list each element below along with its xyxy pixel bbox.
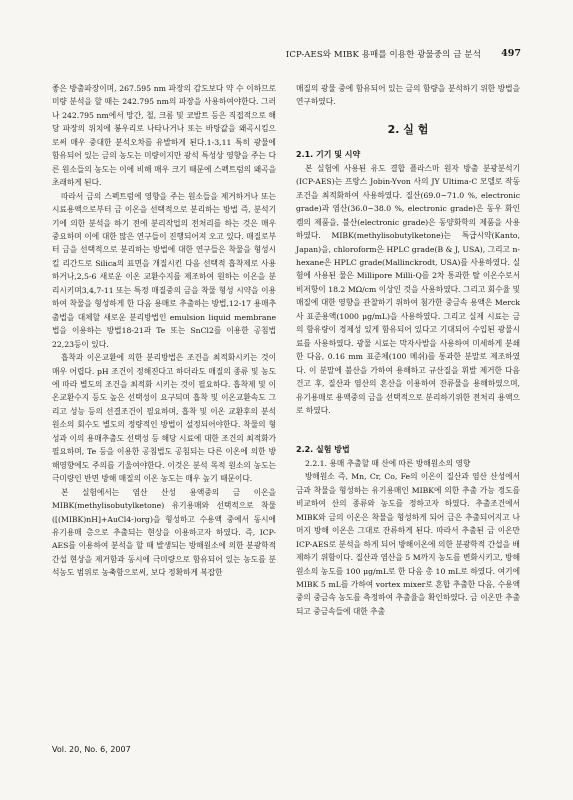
page-number: 497 [501, 48, 521, 59]
paragraph: 본 실험에서는 염산 산성 용액중의 금 이온을 MIBK(methylisobutylketone) 유기용매와 선택적으로 착물 ([(MIBK)nH]+AuCl4-)org)을 형성하고 수용액 중에서 동시에 유기용매 층으로 추출되는 현상을 이용하고자 하였다. 즉, ICP-AES를 이용하여 분석을 할 때 발생되는 방해원소에 의한 분광학적 간섭 현상을 제거함과 동시에 극미량으로 함유되어 있는 농도를 분석농도 범위로 농축함으로써, 보다 정확하게 복잡한 [52, 487, 276, 578]
paragraph: 좋은 방출파장이며, 267.595 nm 파장의 감도보다 약 수 이하므로 미량 분석을 할 때는 242.795 nm의 파장을 사용하여야한다. 그러나 242.795 nm에서 망간, 철, 크롬 및 코발트 등은 직접적으로 해당 파장의 위치에 봉우리로 나타나거나 또는 바탕값을 왜곡시킴으로써 매우 중대한 분석오차를 유발하게 된다.1-3,11 특히 광물에 함유되어 있는 금의 농도는 미량이지만 광석 특성상 영향을 주는 다른 원소들의 농도는 이에 비해 매우 크기 때문에 스펙트럼의 왜곡을 초래하게 된다. [52, 84, 276, 188]
journal-footer: Vol. 20, No. 6, 2007 [52, 745, 131, 754]
paragraph: 본 실험에 사용된 유도 결합 플라스마 원자 방출 분광분석기(ICP-AES)는 프랑스 Jobin-Yvon 사의 JY Ultima-C 모델로 작동 조건을 최적화하여 사용하였다. 질산(69.0~71.0 %, electronic grade)과 염산(36.0~38.0 %, electronic grade)은 동우 화인켐의 제품을, 불산(electronic grade)은 동양화학의 제품을 사용하였다. MIBK(methylisobutylketone)는 특급시약(Kanto, Japan)을, chloroform은 HPLC grade(B & J, USA), 그리고 n-hexane은 HPLC grade(Mallinckrodt, USA)를 사용하였다. 실험에 사용된 물은 Millipore Milli-Q를 2차 통과한 탈 이온수로서 비저항이 18.2 MΩ/cm 이상인 것을 사용하였다. 그리고 회수율 및 매질에 대한 영향을 관찰하기 위하여 첨가한 중금속 용액은 Merck사 표준용액(1000 μg/mL)을 사용하였다. 그리고 실제 시료는 금의 함유량이 경제성 있게 함유되어 있다고 기대되어 수입된 광물시료를 사용하였다. 광물 시료는 막자사발을 사용하여 미세하게 분쇄한 다음, 0.16 mm 표준체(100 메쉬)를 통과한 분말로 제조하였다. 이 분말에 불산을 가하여 용해하고 규산질을 휘발 제거한 다음 건고 후, 질산과 염산의 혼산을 이용하여 잔류물을 용해하였으며, 유기용매로 용액중의 금을 선택적으로 분리하기위한 전처리 용액으로 하였다. [296, 163, 520, 415]
paragraph: 따라서 금의 스펙트럼에 영향을 주는 원소들을 제거하거나 또는 시료용액으로부터 금 이온을 선택적으로 분리하는 방법 즉, 분석기기에 의한 분석을 하기 전에 분리작업의 전처리를 하는 것은 매우 중요하며 이에 대한 많은 연구들이 진행되어져 오고 있다. 매질로부터 금을 선택적으로 분리하는 방법에 대한 연구들은 착물을 형성시킬 리간드로 Silica의 표면을 개질시킨 다음 선택적 흡착제로 사용하거나,2,5-6 새로운 이온 교환수지를 제조하여 원하는 이온을 분리시키며3,4,7-11 또는 특정 매질중의 금을 착물 형성 시약을 이용하여 착물을 형성하게 한 다음 용매로 추출하는 방법,12-17 용매추출법을 대체할 새로운 분리방법인 emulsion liquid membrane 법을 이용하는 방법18-21과 Te 또는 SnCl2를 이용한 공침법22,23등이 있다. [52, 191, 276, 349]
subsubsection-heading: 2.2.1. 용매 추출할 때 산에 따른 방해원소의 영향 [305, 458, 471, 468]
section-title: 2. 실 험 [387, 122, 429, 136]
page-header [52, 48, 521, 62]
paragraph: 방해원소 즉, Mn, Cr, Co, Fe의 이온이 질산과 염산 산성에서 금과 착물을 형성하는 유기용매인 MIBK에 의한 추출 가능 정도를 비교하여 산의 종류와 농도를 정하고자 하였다. 추출조건에서 MIBK와 금의 이온은 착물을 형성하게 되어 금은 추출되어지고 나머지 방해 이온은 그대로 잔류하게 된다. 따라서 추출된 금 이온만 ICP-AES로 분석을 하게 되어 방해이온에 의한 분광학적 간섭을 배제하기 위함이다. 질산과 염산을 5 M까지 농도를 변화시키고, 방해원소의 농도를 100 μg/mL로 한 다음 총 10 mL로 하였다. 여기에 MIBK 5 mL를 가하여 vortex mixer로 혼합 추출한 다음, 수용액 중의 중금속 농도를 측정하여 추출율을 확인하였다. 금 이온만 추출되고 중금속들에 대한 추출 [296, 472, 520, 616]
subsection-heading: 2.2. 실험 방법 [296, 445, 350, 455]
subsection-heading: 2.1. 기기 및 시약 [296, 150, 361, 160]
left-column [52, 82, 276, 580]
running-title: ICP-AES와 MIBK 용매를 이용한 광물중의 금 분석 [285, 50, 481, 60]
paragraph: 흡착과 이온교환에 의한 분리방법은 조건을 최적화시키는 것이 매우 어렵다. pH 조건이 정해진다고 하더라도 매질의 종류 및 농도에 따라 별도의 조건을 최적화 시키는 것이 필요하다. 흡착제 및 이온교환수지 등도 높은 선택성이 요구되며 흡착 및 이온교환속도 그리고 성능 등의 선결조건이 필요하며, 흡착 및 이온 교환후의 분석원소의 회수도 별도의 정량적인 방법이 설정되어야한다. 착물의 형성과 이의 용매추출도 선택성 등 해당 시료에 대한 조건의 최적화가 필요하며, Te 등을 이용한 공침법도 공침되는 다른 이온에 의한 방해영향에도 주의를 기울여야한다. 이것은 분석 목적 원소의 농도는 극미량인 반면 방해 매질의 이온 농도는 매우 높기 때문이다. [52, 353, 276, 484]
paragraph: 매질의 광물 중에 함유되어 있는 금의 함량을 분석하기 위한 방법을 연구하였다. [296, 84, 520, 107]
right-column [296, 82, 520, 618]
